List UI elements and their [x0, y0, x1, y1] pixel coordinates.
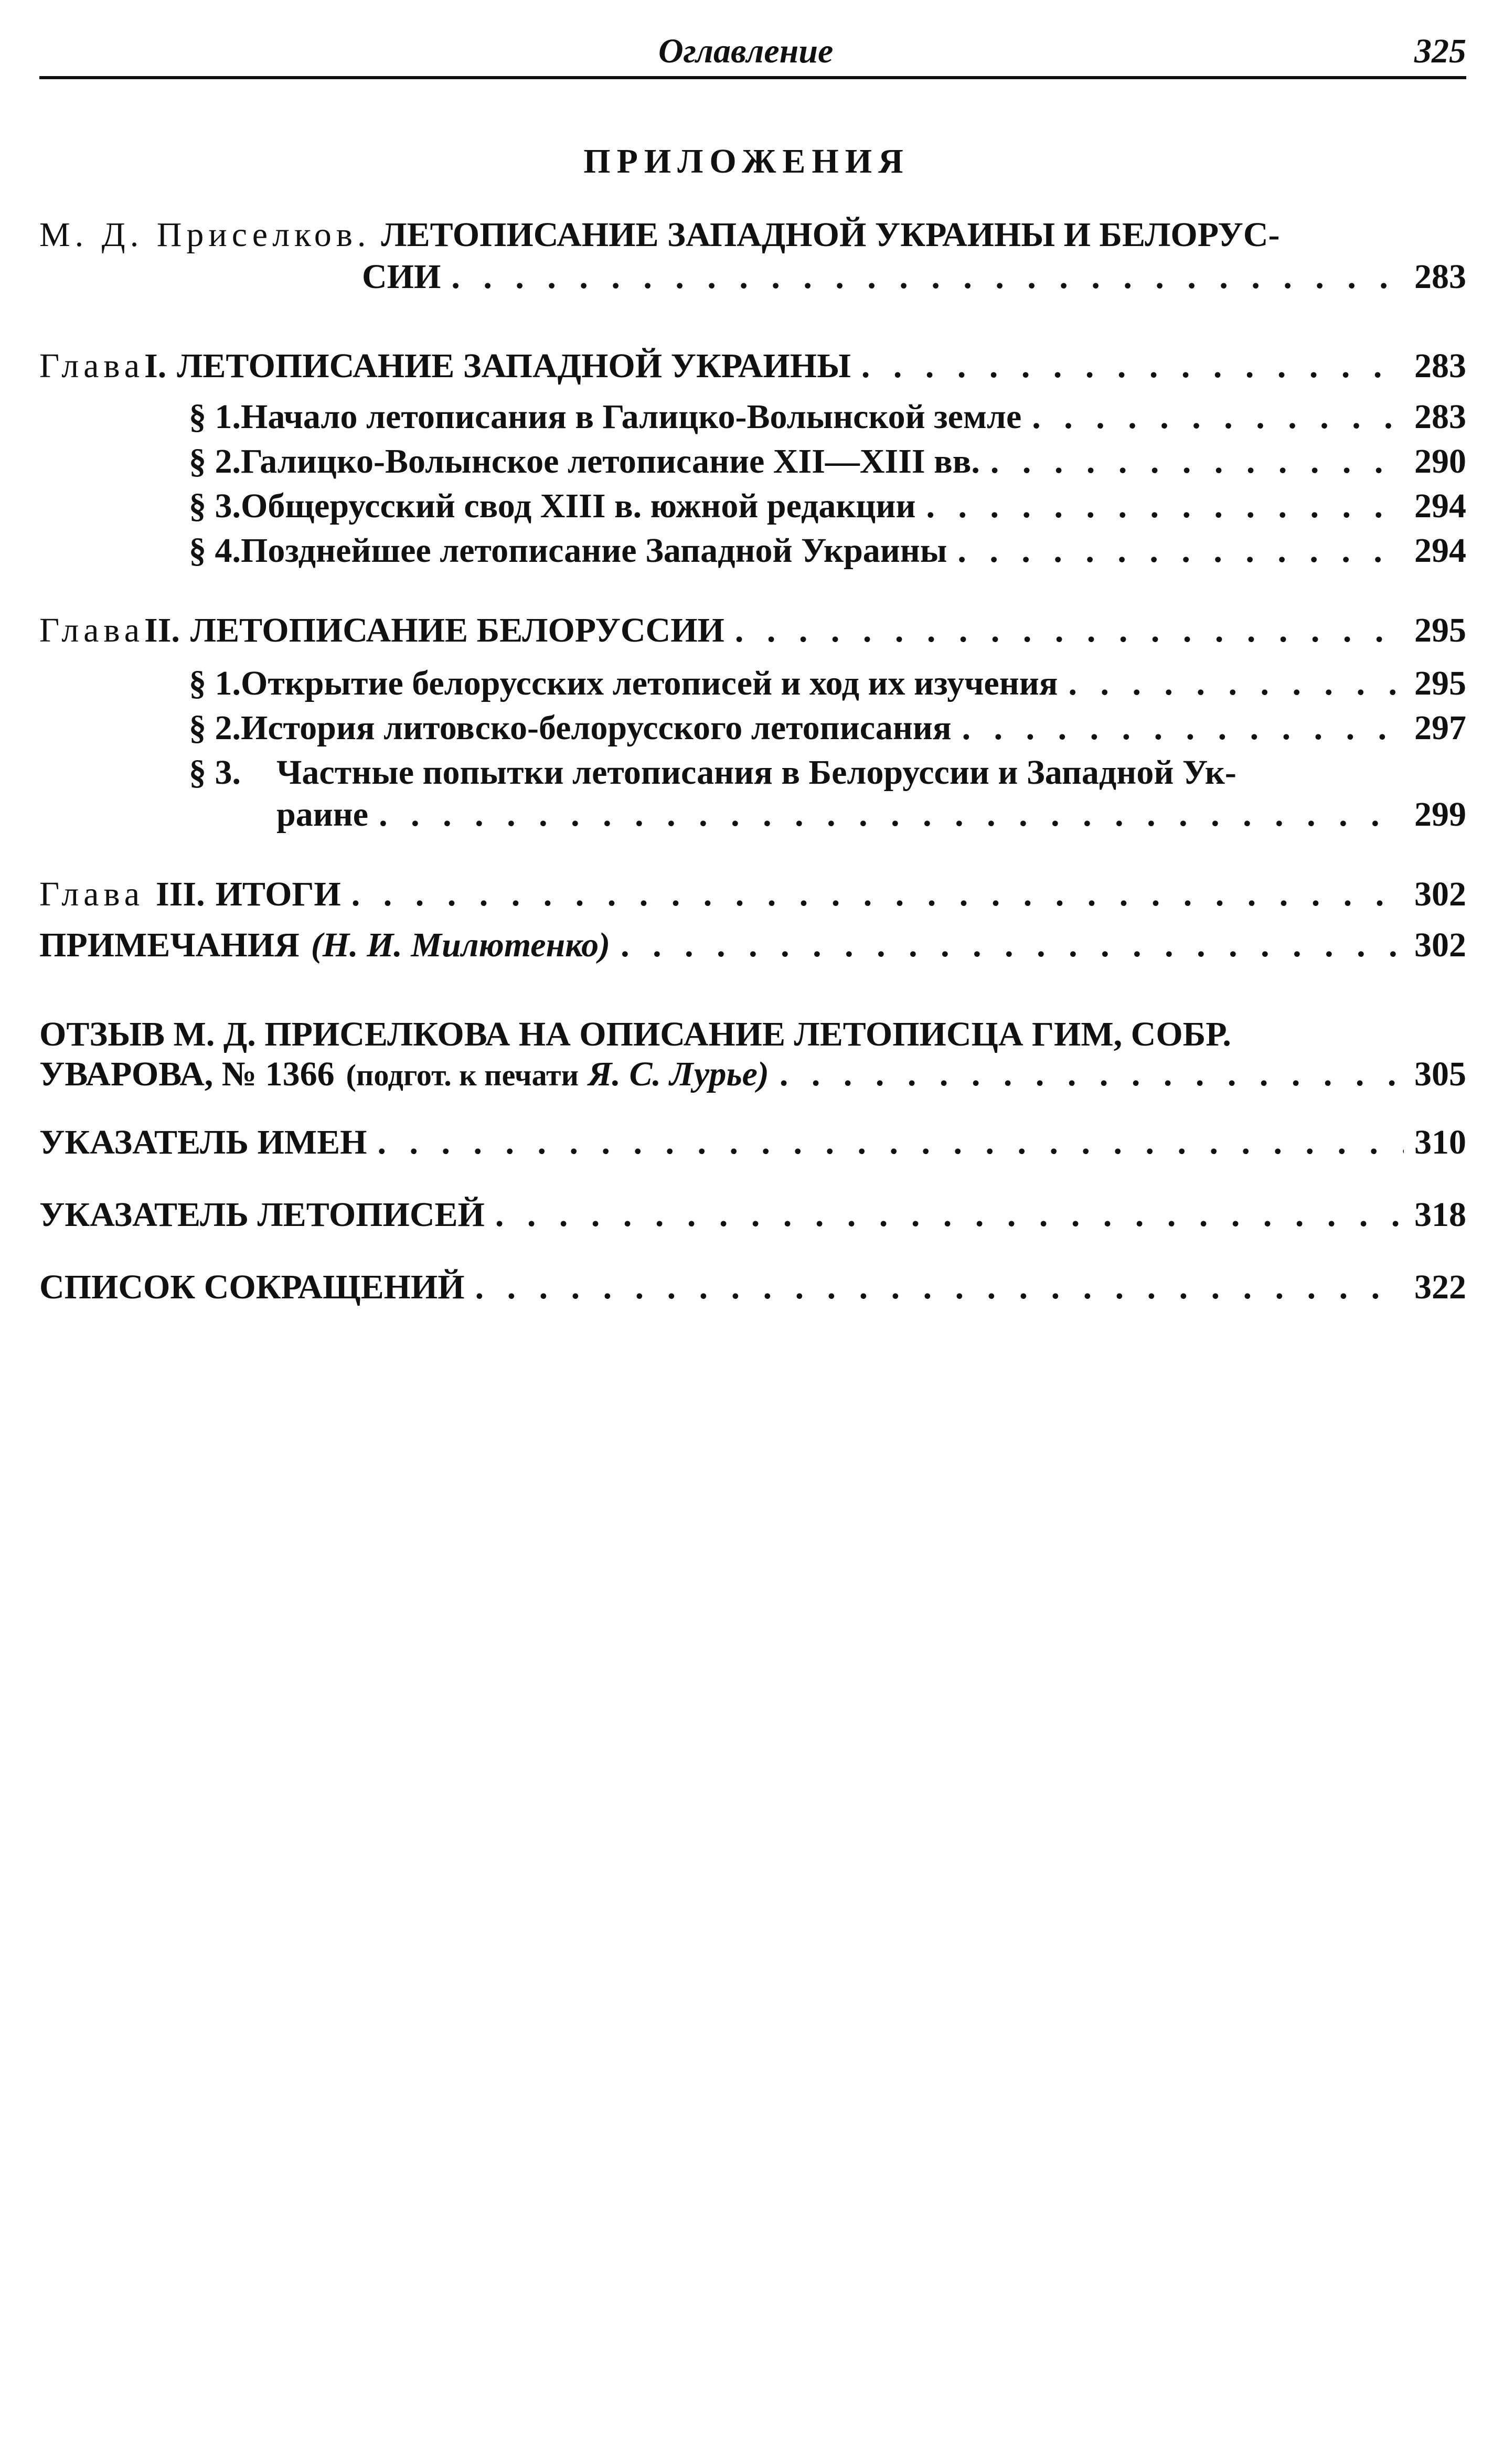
toc-entry-notes[interactable]	[39, 924, 1466, 966]
section-number: § 2.	[189, 442, 241, 481]
toc-chapter-3[interactable]	[39, 873, 1466, 915]
section-title: Частные попытки летописания в Белоруссии и Западной Ук-	[276, 753, 1236, 792]
entry-title-continued: СИИ	[362, 258, 441, 296]
section-title: Начало летописания в Галицко-Волынской земле	[241, 398, 1022, 436]
chapter-number: II.	[144, 611, 180, 649]
toc-entry-chronicles-index[interactable]	[39, 1194, 1466, 1236]
page-number: 318	[1414, 1196, 1466, 1234]
section-title-continued: раине	[276, 795, 369, 834]
leader-dots	[475, 1266, 1404, 1308]
running-header-page-number: 325	[1414, 32, 1466, 70]
chapter-title: ЛЕТОПИСАНИЕ ЗАПАДНОЙ УКРАИНЫ	[177, 347, 851, 385]
leader-dots	[621, 924, 1404, 966]
toc-section-2-2[interactable]	[189, 707, 1466, 749]
page-number: 295	[1414, 664, 1466, 702]
toc-section-2-1[interactable]	[189, 663, 1466, 705]
page-number: 290	[1414, 442, 1466, 481]
page-number: 299	[1414, 795, 1466, 834]
section-title: Галицко-Волынское летописание XII—XIII вв.	[241, 442, 980, 481]
entry-title-continued: УВАРОВА, № 1366	[39, 1055, 335, 1093]
page-number: 283	[1414, 258, 1466, 296]
entry-author: Я. С. Лурье)	[588, 1055, 769, 1093]
chapter-label: Глава	[39, 611, 145, 649]
toc-entry-names-index[interactable]	[39, 1122, 1466, 1164]
page-number: 294	[1414, 487, 1466, 525]
page-number: 310	[1414, 1123, 1466, 1161]
leader-dots	[1068, 663, 1404, 705]
chapter-label: Глава	[39, 875, 145, 913]
toc-entry-review-line2[interactable]	[39, 1053, 1466, 1095]
chapter-number: I.	[144, 347, 167, 385]
section-number: § 1.	[189, 398, 241, 436]
page-number: 295	[1414, 611, 1466, 649]
leader-dots	[780, 1053, 1404, 1095]
toc-entry-priselkov-line2[interactable]	[362, 256, 1466, 298]
leader-dots	[735, 610, 1404, 652]
page-number: 305	[1414, 1055, 1466, 1093]
section-title: Позднейшее летописание Западной Украины	[241, 531, 947, 570]
entry-title: СПИСОК СОКРАЩЕНИЙ	[39, 1268, 465, 1306]
section-number: § 1.	[189, 664, 241, 702]
leader-dots	[990, 441, 1404, 483]
toc-chapter-2[interactable]	[39, 610, 1466, 652]
toc-entry-review-line1[interactable]	[39, 1014, 1466, 1055]
toc-section-2-3-line2[interactable]	[276, 794, 1466, 836]
entry-author: (Н. И. Милютенко)	[311, 926, 611, 964]
header-rule	[39, 76, 1466, 79]
leader-dots	[451, 256, 1404, 298]
section-title: Общерусский свод XIII в. южной редакции	[241, 487, 916, 525]
entry-note: (подгот. к печати	[346, 1058, 579, 1092]
running-header-title: Оглавление	[658, 32, 834, 70]
entry-title: УКАЗАТЕЛЬ ЛЕТОПИСЕЙ	[39, 1196, 485, 1234]
toc-section-1-3[interactable]	[189, 485, 1466, 527]
leader-dots	[379, 794, 1404, 836]
leader-dots	[495, 1194, 1404, 1236]
toc-section-1-4[interactable]	[189, 530, 1466, 572]
entry-title: ПРИМЕЧАНИЯ	[39, 926, 300, 964]
page-number: 283	[1414, 398, 1466, 436]
entry-title: ОТЗЫВ М. Д. ПРИСЕЛКОВА НА ОПИСАНИЕ ЛЕТОПИСЦА ГИМ, СОБР.	[39, 1015, 1231, 1053]
page-number: 302	[1414, 875, 1466, 913]
entry-title: ЛЕТОПИСАНИЕ ЗАПАДНОЙ УКРАИНЫ И БЕЛОРУС-	[381, 216, 1280, 254]
section-number: § 3.	[189, 753, 241, 792]
toc-section-2-3-line1[interactable]	[189, 752, 1369, 794]
entry-author: М. Д. Приселков.	[39, 216, 371, 254]
chapter-title: ЛЕТОПИСАНИЕ БЕЛОРУССИИ	[190, 611, 724, 649]
toc-section-1-1[interactable]	[189, 396, 1466, 438]
leader-dots	[926, 485, 1404, 527]
chapter-label: Глава	[39, 347, 145, 385]
page-number: 297	[1414, 709, 1466, 747]
section-title: Открытие белорусских летописей и ход их изучения	[241, 664, 1058, 702]
entry-title: УКАЗАТЕЛЬ ИМЕН	[39, 1123, 367, 1161]
page-number: 283	[1414, 347, 1466, 385]
running-header	[39, 29, 1466, 76]
page-number: 322	[1414, 1268, 1466, 1306]
leader-dots	[1032, 396, 1404, 438]
leader-dots	[962, 707, 1404, 749]
toc-chapter-1[interactable]	[39, 345, 1466, 387]
toc-entry-priselkov-line1[interactable]	[39, 214, 1466, 256]
section-number: § 4.	[189, 531, 241, 570]
section-title: ПРИЛОЖЕНИЯ	[583, 142, 910, 180]
toc-entry-abbreviations[interactable]	[39, 1266, 1466, 1308]
leader-dots	[351, 873, 1404, 915]
page-number: 294	[1414, 531, 1466, 570]
chapter-number: III.	[156, 875, 205, 913]
leader-dots	[861, 345, 1404, 387]
leader-dots	[378, 1122, 1404, 1164]
section-number: § 2.	[189, 709, 241, 747]
section-number: § 3.	[189, 487, 241, 525]
toc-section-1-2[interactable]	[189, 441, 1466, 483]
leader-dots	[957, 530, 1404, 572]
page-number: 302	[1414, 926, 1466, 964]
chapter-title: ИТОГИ	[215, 875, 341, 913]
section-title: История литовско-белорусского летописания	[241, 709, 952, 747]
